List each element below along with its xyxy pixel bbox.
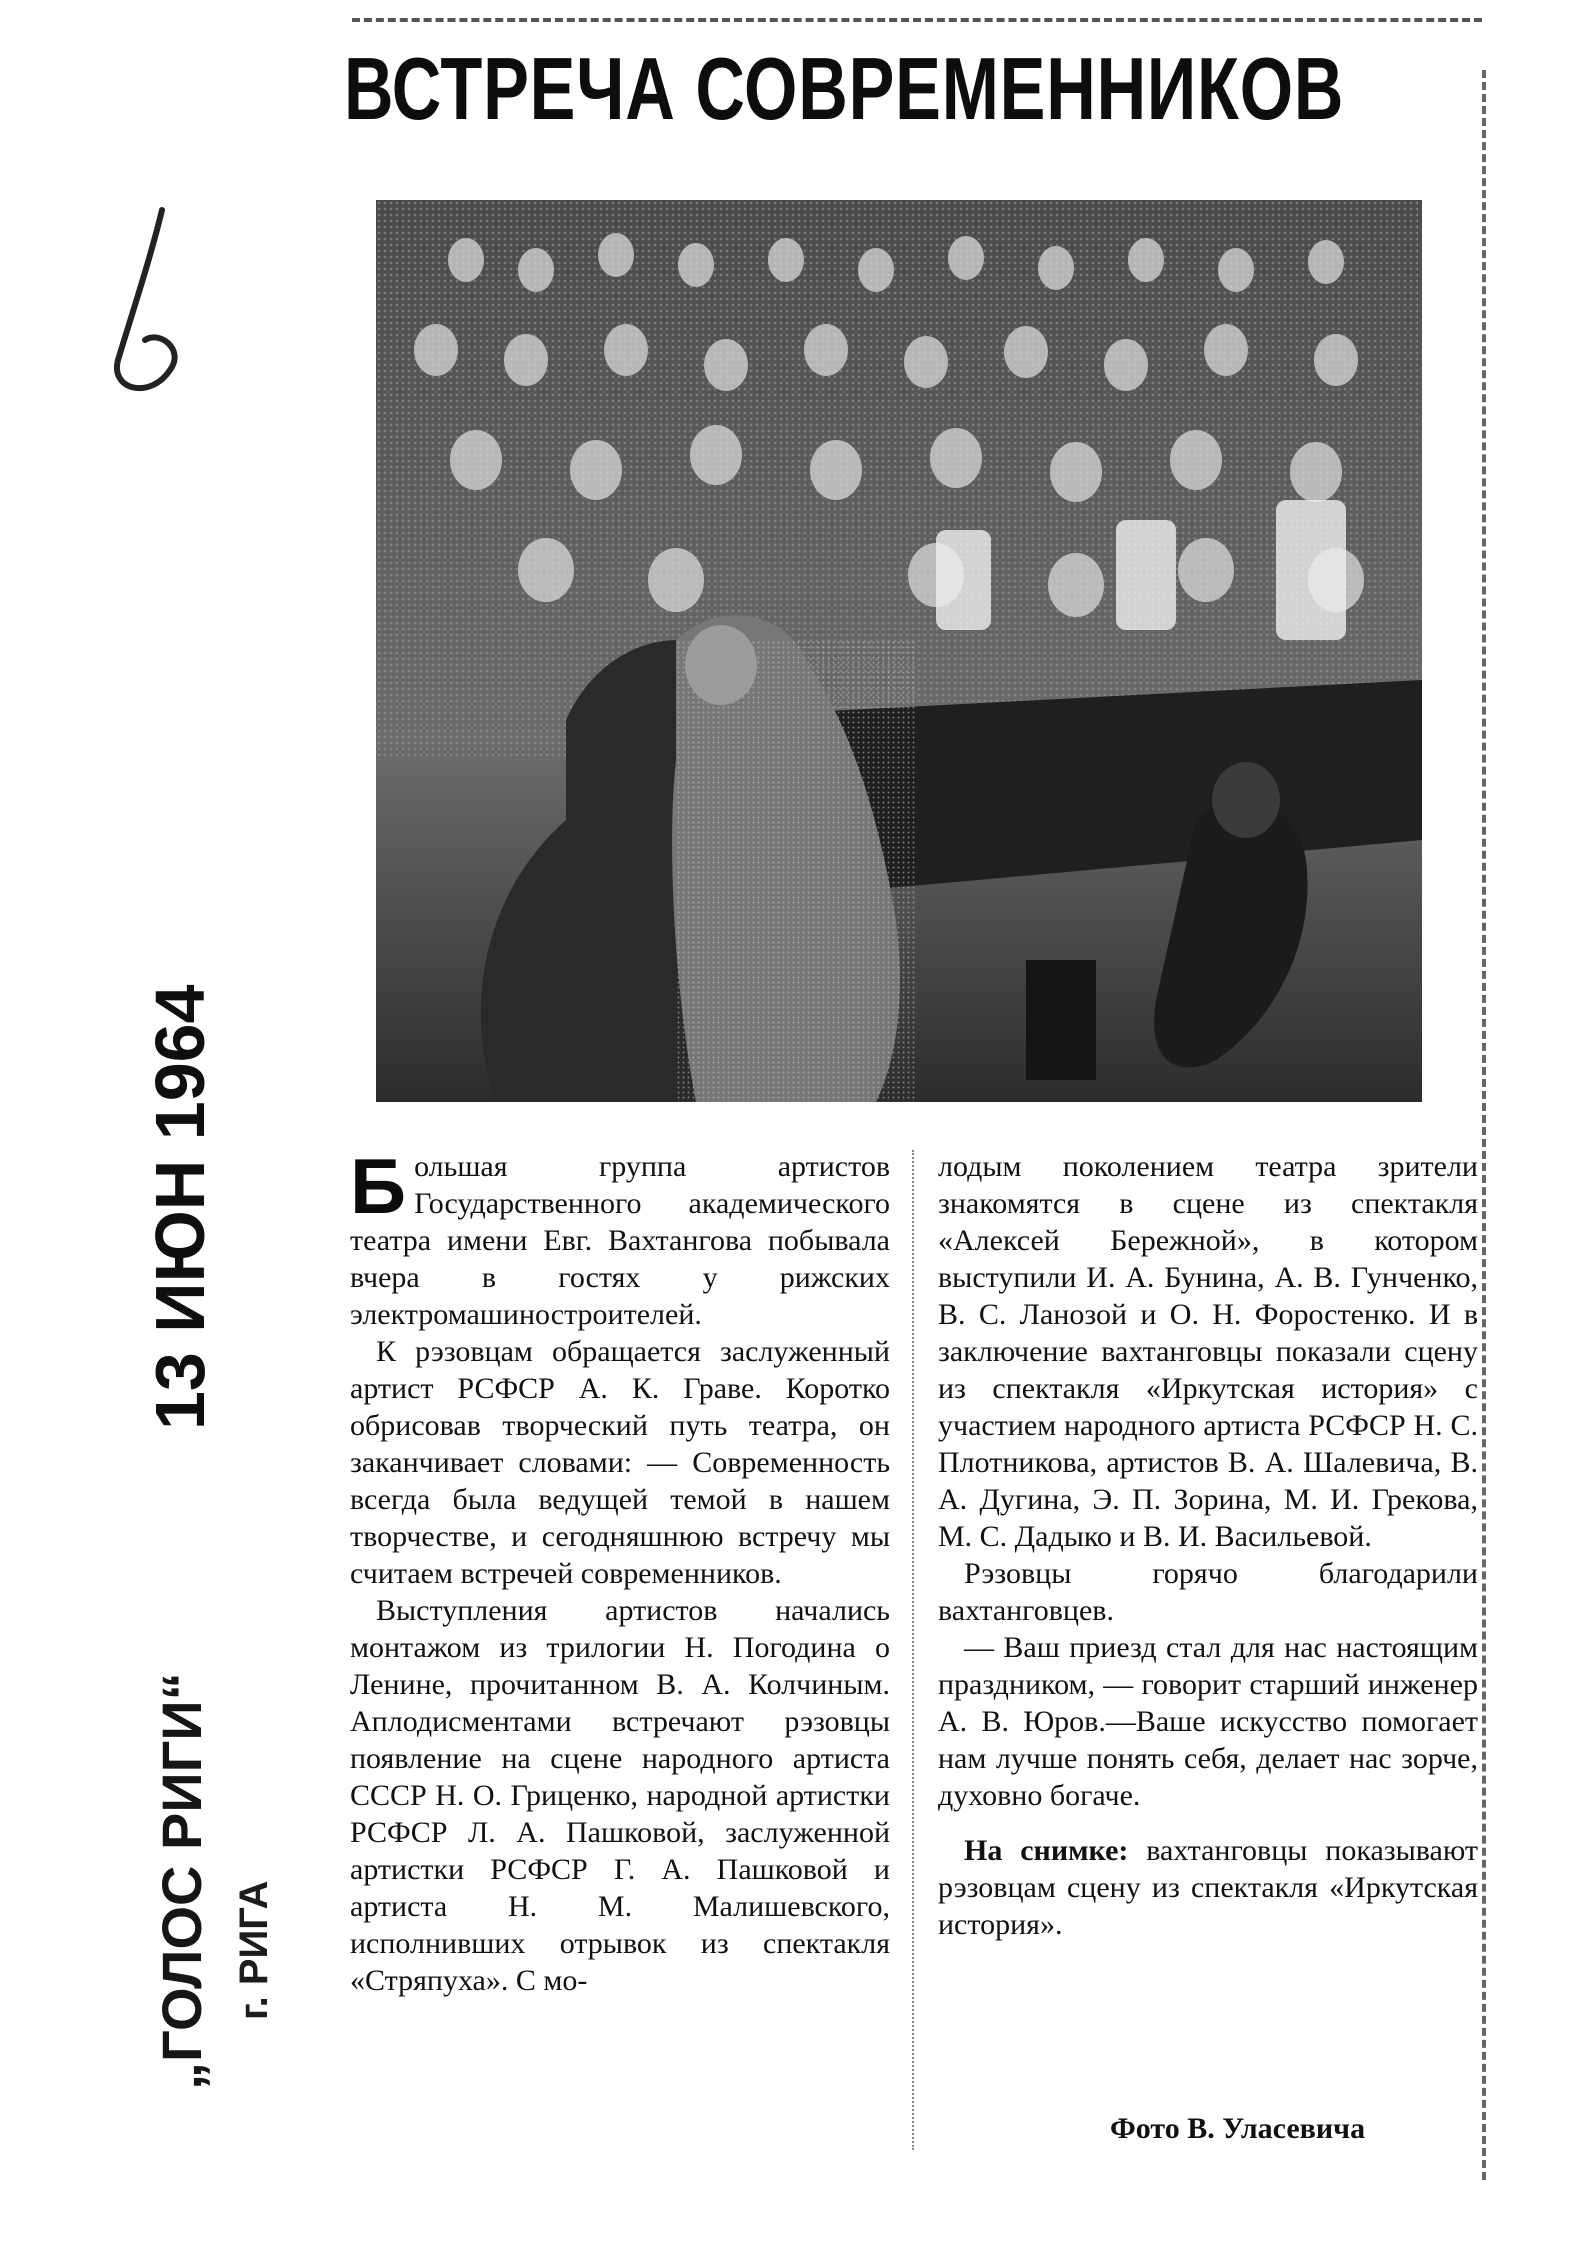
headline: ВСТРЕЧА СОВРЕМЕННИКОВ bbox=[344, 39, 1345, 138]
paragraph-4: лодым поколением театра зрители знакомятся в сцене из спектакля «Алексей Бережной», в котором выступили И. А. Бунина, А. В. Гунченко, В. С. Ланозой и О. Н. Форостенко. И в заключение вахтанговцы показали сцену из спектакля «Иркутская история» с участием народного артиста РСФСР Н. С. Плотникова, артистов В. А. Шалевича, В. А. Дугина, Э. П. Зорина, М. И. Грекова, М. С. Дадыко и В. И. Васильевой. bbox=[938, 1150, 1478, 1553]
paragraph-3: Выступления артистов начались монтажом из трилогии Н. Погодина о Ленине, прочитанном В. А. Колчиным. Аплодисментами встречают рэзовцы появление на сцене народного артиста СССР Н. О. Гриценко, народной артистки РСФСР Л. А. Пашковой, заслуженной артистки РСФСР Г. А. Пашковой и артиста Н. М. Малишевского, исполнивших отрывок из спектакля «Стряпуха». С мо- bbox=[350, 1594, 890, 1997]
paragraph-5: Рэзовцы горячо благодарили вахтанговцев. bbox=[938, 1557, 1478, 1627]
drop-cap: Б bbox=[350, 1142, 407, 1230]
article-photo bbox=[376, 200, 1422, 1102]
paragraph-1 bbox=[350, 1142, 890, 1333]
caption-lead: На снимке: bbox=[964, 1834, 1129, 1867]
paragraph-6: — Ваш приезд стал для нас настоящим праздником, — говорит старший инженер А. В. Юров.—Ваше искусство помогает нам лучше понять себя, делает нас зорче, духовно богаче. bbox=[938, 1631, 1478, 1812]
stamp-date: 13 ИЮН 1964 bbox=[141, 984, 219, 1430]
paragraph-2: К рэзовцам обращается заслуженный артист РСФСР А. К. Граве. Коротко обрисовав творческий путь театра, он заканчивает словами: — Современность всегда была ведущей темой в нашем творчестве, и сегодняшнюю встречу мы считаем встречей современников. bbox=[350, 1335, 890, 1590]
article-column-1 bbox=[350, 1142, 890, 1999]
handwritten-mark-icon bbox=[90, 200, 200, 430]
photo-credit: Фото В. Уласевича bbox=[1110, 2112, 1366, 2145]
clipping-right-border bbox=[1482, 70, 1486, 2180]
clipping-top-border bbox=[352, 18, 1482, 22]
newspaper-city: г. РИГА bbox=[232, 1880, 276, 2020]
column-divider bbox=[912, 1150, 914, 2150]
photo-audience-scene bbox=[376, 200, 1422, 1102]
paragraph-1-text: ольшая группа артистов Государственного академического театра имени Евг. Вахтангова побывала вчера в гостях у рижских электромашиностроителей. bbox=[350, 1150, 890, 1331]
caption-text: вахтанговцы показывают рэзовцам сцену из спектакля «Иркутская история». bbox=[938, 1834, 1478, 1941]
photo-caption bbox=[938, 1832, 1478, 1943]
newspaper-name: „ГОЛОС РИГИ“ bbox=[150, 1672, 213, 2090]
article-column-2 bbox=[938, 1148, 1478, 1943]
